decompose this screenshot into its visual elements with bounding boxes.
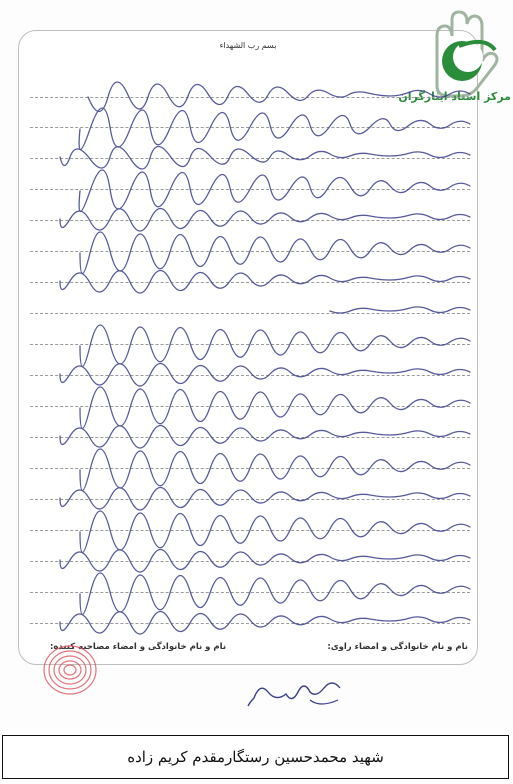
caption-text: شهید محمدحسین رستگارمقدم کریم زاده [127, 748, 384, 766]
interviewer-label: نام و نام خانوادگی و امضاء مصاحبه کننده: [50, 642, 227, 652]
form-header: بسم رب الشهداء [219, 41, 277, 50]
archive-logo-text: مرکز اسناد ایثارگران [398, 90, 511, 103]
caption-box [2, 735, 509, 779]
handwritten-signature [240, 668, 350, 713]
fingerprint-stamp [40, 640, 100, 700]
narrator-label: نام و نام خانوادگی و امضاء راوی: [327, 642, 468, 652]
handwritten-text [30, 60, 474, 640]
